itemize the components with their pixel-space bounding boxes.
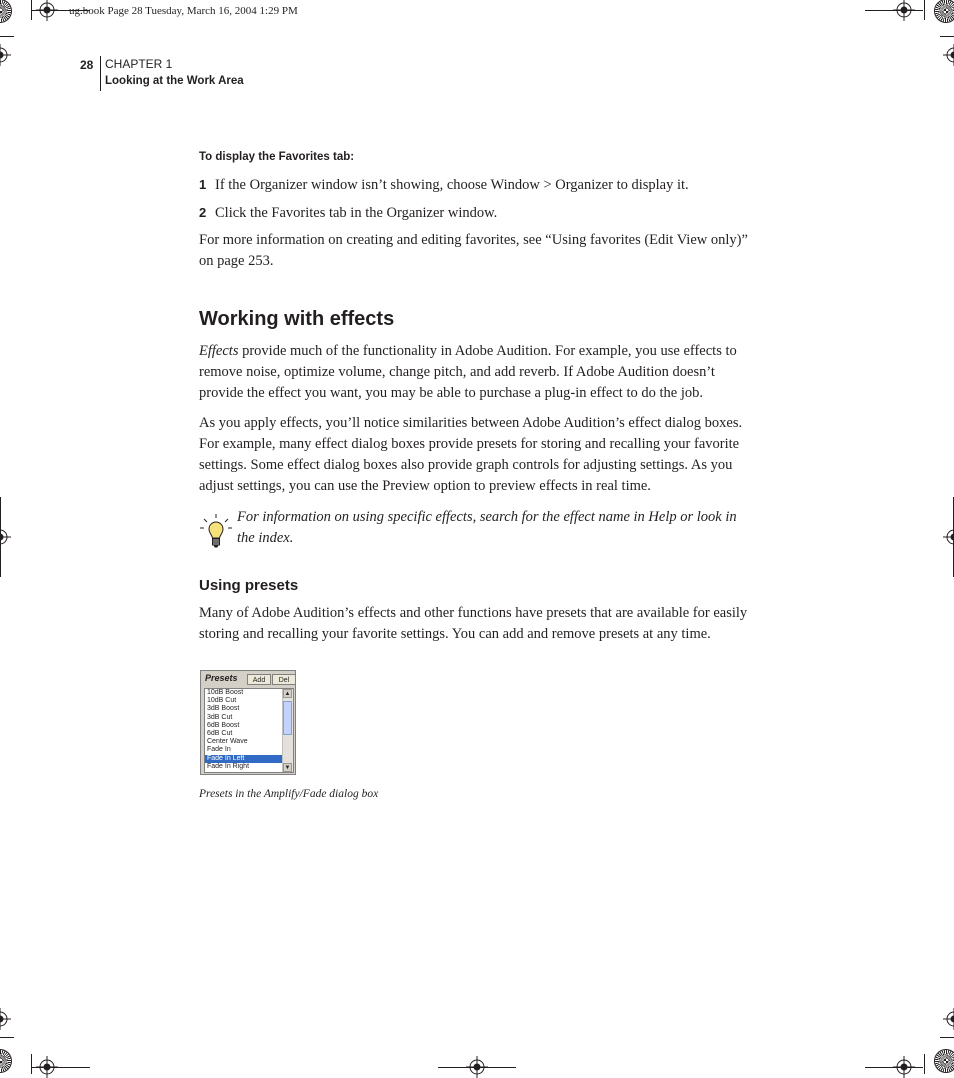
- effects-paragraph-1-text: provide much of the functionality in Adobe Audition. For example, you use effects to remove noise, optimize volume, change pitch, and add reverb. If Adobe Audition doesn’t provide the effect you want, you may be able to purchase a plug-in effect to do the job.: [199, 343, 737, 401]
- registration-mark-icon: [943, 1008, 954, 1030]
- starburst-mark-icon: [0, 1050, 11, 1072]
- add-preset-button: Add: [247, 674, 271, 685]
- crop-mark: [438, 1067, 516, 1068]
- step-text: If the Organizer window isn’t showing, choose Window > Organizer to display it.: [215, 177, 689, 193]
- presets-paragraph: Many of Adobe Audition’s effects and other functions have presets that are available for easily storing and recalling your favorite settings. You can add and remove presets at any time.: [199, 603, 759, 645]
- effects-paragraph-2: As you apply effects, you’ll notice similarities between Adobe Audition’s effect dialog boxes. For example, many effect dialog boxes provide presets for storing and recalling your favorite settings. Some effect dialog boxes also provide graph controls for adjusting settings. As you adjust settings, you can use the Preview option to preview effects in real time.: [199, 413, 759, 497]
- print-slug: ug.book Page 28 Tuesday, March 16, 2004 1:29 PM: [69, 5, 298, 17]
- tip-text: For information on using specific effects, search for the effect name in Help or look in the index.: [237, 507, 757, 549]
- list-item: Center Wave: [205, 738, 283, 746]
- starburst-mark-icon: [935, 1050, 954, 1072]
- crop-mark: [0, 36, 14, 37]
- starburst-mark-icon: [0, 0, 11, 22]
- crop-mark: [940, 1037, 954, 1038]
- scroll-down-icon: ▼: [283, 763, 292, 772]
- subsection-heading: Using presets: [199, 577, 298, 594]
- list-item: Fade In: [205, 746, 283, 754]
- registration-mark-icon: [0, 1008, 11, 1030]
- effects-paragraph-1: [199, 341, 759, 404]
- list-item: 10dB Boost: [205, 689, 283, 697]
- chapter-label: CHAPTER 1: [105, 57, 172, 71]
- crop-mark: [31, 1054, 32, 1074]
- more-info-paragraph: For more information on creating and editing favorites, see “Using favorites (Edit View only)” on page 253.: [199, 230, 759, 272]
- crop-mark: [0, 1037, 14, 1038]
- step-2: [199, 202, 497, 224]
- list-item: 3dB Boost: [205, 705, 283, 713]
- crop-mark: [940, 36, 954, 37]
- step-text: Click the Favorites tab in the Organizer window.: [215, 205, 497, 221]
- header-divider: [100, 56, 101, 91]
- registration-mark-icon: [0, 526, 11, 548]
- list-item: 10dB Cut: [205, 697, 283, 705]
- list-item: 6dB Cut: [205, 730, 283, 738]
- registration-mark-icon: [0, 44, 11, 66]
- presets-dialog-figure: [200, 670, 296, 775]
- figure-caption: Presets in the Amplify/Fade dialog box: [199, 788, 378, 800]
- list-scrollbar: [282, 689, 293, 772]
- starburst-mark-icon: [935, 0, 954, 22]
- page-number: 28: [80, 58, 93, 72]
- registration-mark-icon: [943, 44, 954, 66]
- presets-list: [204, 688, 294, 773]
- step-number: 2: [199, 202, 215, 223]
- list-item: 6dB Boost: [205, 722, 283, 730]
- crop-mark: [32, 1067, 90, 1068]
- list-item-selected: Fade In Left: [205, 755, 283, 763]
- step-number: 1: [199, 174, 215, 195]
- registration-mark-icon: [943, 526, 954, 548]
- section-label: Looking at the Work Area: [105, 75, 244, 87]
- step-1: [199, 174, 689, 196]
- crop-mark: [865, 10, 923, 11]
- procedure-heading: To display the Favorites tab:: [199, 151, 354, 163]
- scroll-thumb: [283, 701, 292, 735]
- effects-term: Effects: [199, 343, 238, 359]
- delete-preset-button: Del: [272, 674, 296, 685]
- presets-title: Presets: [205, 673, 238, 683]
- crop-mark: [924, 1054, 925, 1074]
- crop-mark: [865, 1067, 923, 1068]
- scroll-up-icon: ▲: [283, 689, 292, 698]
- crop-mark: [924, 0, 925, 20]
- list-item: 3dB Cut: [205, 714, 283, 722]
- list-item: Fade In Right: [205, 763, 283, 771]
- lightbulb-icon: [199, 513, 233, 549]
- section-heading: Working with effects: [199, 308, 394, 331]
